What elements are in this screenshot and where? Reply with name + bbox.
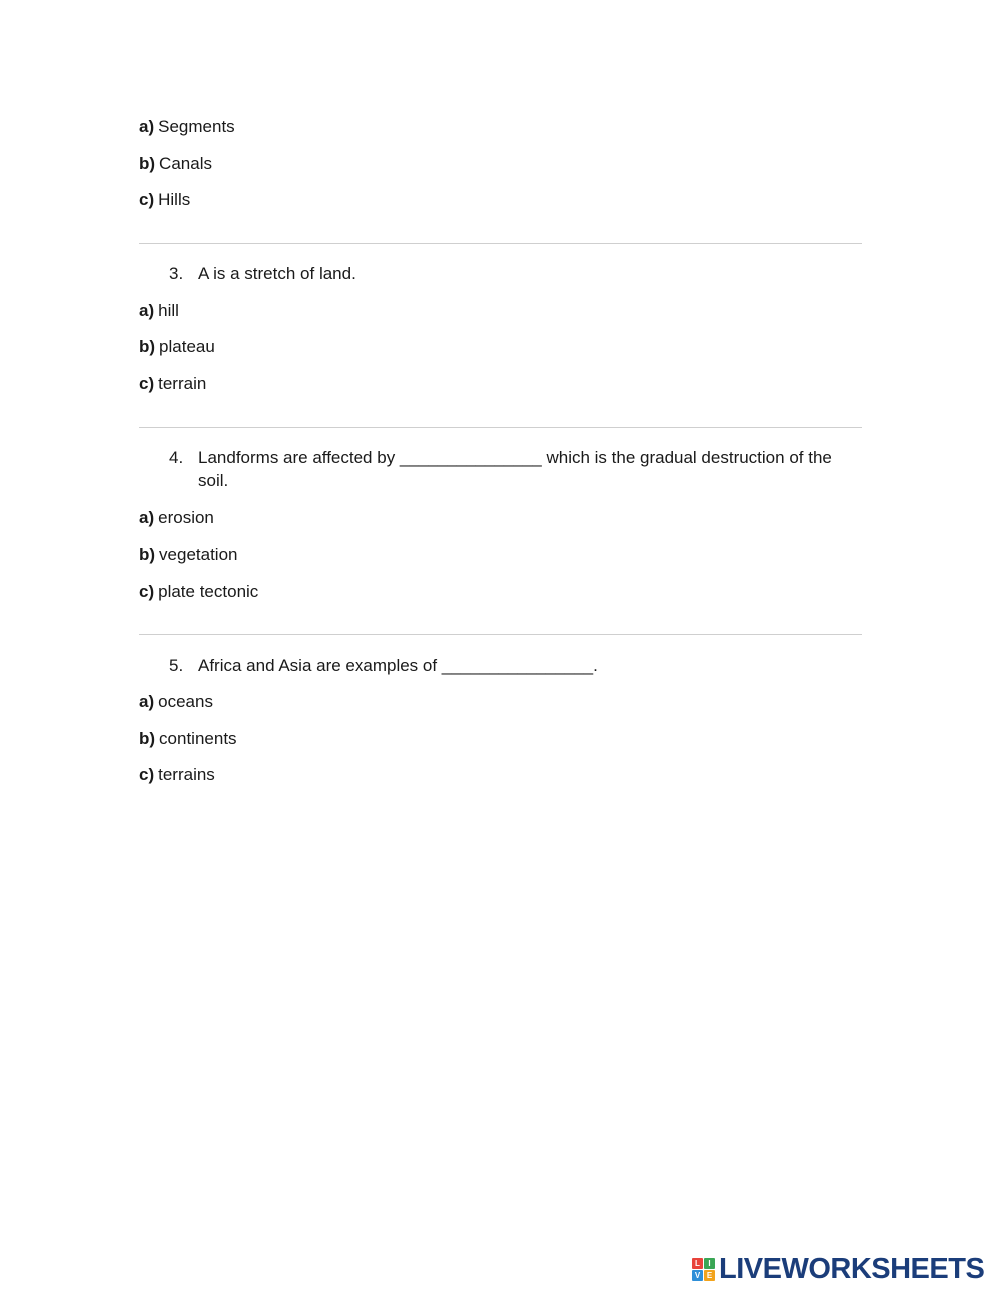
option-letter: c) bbox=[139, 765, 155, 784]
liveworksheets-logo bbox=[692, 1255, 984, 1283]
logo-block: I bbox=[704, 1258, 715, 1269]
q5-option-b[interactable] bbox=[139, 729, 237, 749]
question-4 bbox=[139, 446, 862, 494]
option-text: terrain bbox=[158, 374, 207, 393]
question-number: 5. bbox=[169, 656, 184, 675]
option-letter: c) bbox=[139, 374, 155, 393]
option-letter: c) bbox=[139, 190, 155, 209]
option-text: plate tectonic bbox=[158, 582, 259, 601]
option-text: terrains bbox=[158, 765, 215, 784]
divider bbox=[139, 634, 862, 635]
question-text: Africa and Asia are examples of ________________. bbox=[198, 656, 598, 675]
option-letter: a) bbox=[139, 508, 155, 527]
option-text: continents bbox=[159, 729, 237, 748]
q3-option-a[interactable] bbox=[139, 301, 179, 321]
option-letter: b) bbox=[139, 729, 156, 748]
option-text: Segments bbox=[158, 117, 235, 136]
option-letter: b) bbox=[139, 337, 156, 356]
q5-option-a[interactable] bbox=[139, 692, 213, 712]
option-letter: b) bbox=[139, 545, 156, 564]
q4-option-c[interactable] bbox=[139, 582, 258, 602]
option-text: Hills bbox=[158, 190, 191, 209]
option-text: plateau bbox=[159, 337, 215, 356]
divider bbox=[139, 427, 862, 428]
q3-option-c[interactable] bbox=[139, 374, 206, 394]
logo-text: LIVEWORKSHEETS bbox=[719, 1253, 985, 1285]
option-letter: a) bbox=[139, 117, 155, 136]
q4-option-a[interactable] bbox=[139, 508, 214, 528]
option-text: erosion bbox=[158, 508, 214, 527]
option-text: vegetation bbox=[159, 545, 238, 564]
logo-blocks-icon bbox=[692, 1258, 715, 1281]
logo-block: L bbox=[692, 1258, 703, 1269]
question-text: A is a stretch of land. bbox=[198, 264, 356, 283]
q3-option-b[interactable] bbox=[139, 337, 215, 357]
option-text: hill bbox=[158, 301, 179, 320]
option-letter: b) bbox=[139, 154, 156, 173]
q4-option-b[interactable] bbox=[139, 545, 238, 565]
question-number: 3. bbox=[169, 264, 184, 283]
q2-option-b[interactable] bbox=[139, 154, 212, 174]
q2-option-c[interactable] bbox=[139, 190, 190, 210]
logo-block: E bbox=[704, 1270, 715, 1281]
q5-option-c[interactable] bbox=[139, 765, 215, 785]
divider bbox=[139, 243, 862, 244]
question-text: Landforms are affected by _______________ which is the gradual destruction of the soil. bbox=[198, 448, 832, 490]
option-letter: a) bbox=[139, 301, 155, 320]
logo-block: V bbox=[692, 1270, 703, 1281]
option-letter: a) bbox=[139, 692, 155, 711]
q2-option-a[interactable] bbox=[139, 117, 235, 137]
question-number: 4. bbox=[169, 448, 184, 467]
option-text: oceans bbox=[158, 692, 213, 711]
option-text: Canals bbox=[159, 154, 212, 173]
option-letter: c) bbox=[139, 582, 155, 601]
